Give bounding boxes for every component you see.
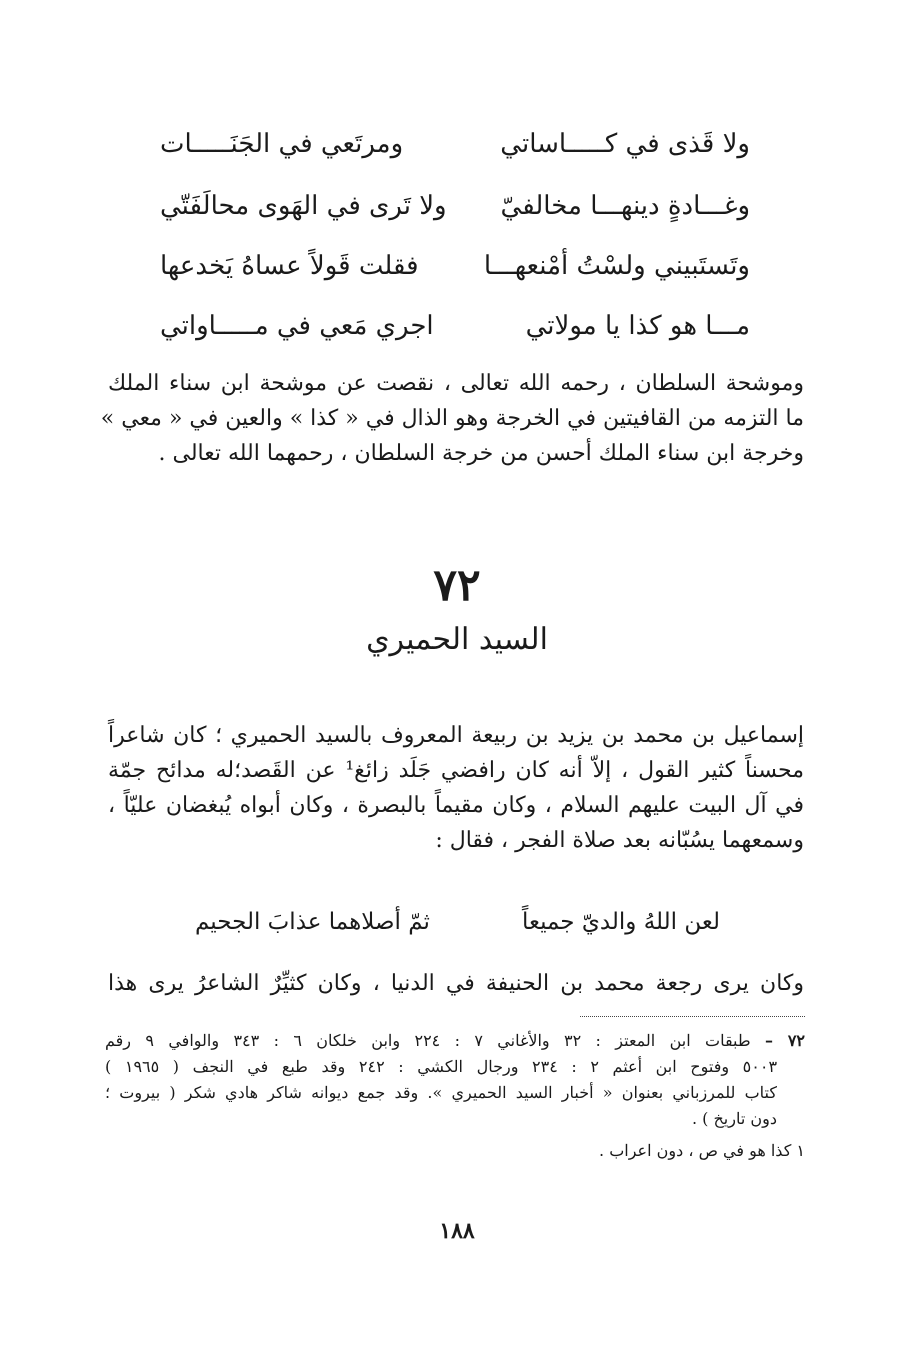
verse-hemistich-left: فقلت قَولاً عساهُ يَخدعها bbox=[160, 251, 419, 281]
verse-hemistich-right: وتَستَبيني ولسْتُ أمْنعهـــا bbox=[483, 251, 750, 281]
biography-paragraph bbox=[108, 718, 804, 858]
verse-line-1 bbox=[160, 124, 750, 164]
verse-hemistich-right: مـــا هو كذا يا مولاتي bbox=[525, 311, 750, 341]
verse-line-4 bbox=[160, 306, 750, 346]
verse-line-2 bbox=[160, 186, 750, 226]
verse-hemistich-right: لعن اللهُ والديّ جميعاً bbox=[521, 909, 720, 935]
footnote-1: ١ كذا هو في ص ، دون اعراب . bbox=[599, 1141, 805, 1160]
verse-hemistich-left: ولا تَرى في الهَوى محالَفَتّي bbox=[160, 191, 447, 221]
footnote-72-line: ٥٠٠٣ وفتوح ابن أعثم ٢ : ٢٣٤ ورجال الكشي : ٢٤٢ وقد طبع في النجف ( ١٩٦٥ ) bbox=[105, 1057, 778, 1076]
paragraph-line: وسمعهما يسُبّانه بعد صلاة الفجر ، فقال : bbox=[435, 828, 804, 853]
verse-hemistich-left: اجري مَعي في مـــــاواتي bbox=[160, 311, 434, 341]
verse-line-3 bbox=[160, 246, 750, 286]
page-number: ١٨٨ bbox=[439, 1218, 475, 1244]
footnote-72-line: كتاب للمرزباني بعنوان « أخبار السيد الحميري ». وقد جمع ديوانه شاكر هادي شكر ( بيروت ؛ bbox=[105, 1083, 777, 1102]
continuation-paragraph bbox=[108, 966, 804, 1001]
verse-hemistich-right: وغـــادةٍ دينهـــا مخالفيّ bbox=[500, 191, 750, 221]
footnote-72-line: دون تاريخ ) . bbox=[691, 1109, 777, 1128]
paragraph-line: محسناً كثير القول ، إلاّ أنه كان رافضي جَلَد زائغ¹ عن القَصد؛له مدائح جمّة bbox=[108, 758, 804, 783]
commentary-paragraph bbox=[100, 366, 804, 471]
footnote-72-line bbox=[105, 1028, 805, 1054]
verse-hemistich-left: ومرتَعي في الجَنَـــــات bbox=[160, 129, 404, 159]
footnotes bbox=[105, 1028, 805, 1164]
footnote-72-label: ٧٢ – bbox=[764, 1031, 806, 1050]
quoted-verse bbox=[195, 902, 720, 942]
verse-hemistich-left: ثمّ أصلاهما عذابَ الجحيم bbox=[195, 909, 430, 935]
paragraph-line: ما التزمه من القافيتين في الخرجة وهو الذال في « كذا » والعين في « معي » bbox=[100, 406, 804, 431]
chapter-title: السيد الحميري bbox=[366, 622, 548, 657]
paragraph-line: وخرجة ابن سناء الملك أحسن من خرجة السلطان ، رحمهما الله تعالى . bbox=[158, 441, 804, 466]
paragraph-line: وكان يرى رجعة محمد بن الحنيفة في الدنيا ، وكان كثيِّرٌ الشاعرُ يرى هذا bbox=[108, 971, 804, 996]
paragraph-line: إسماعيل بن محمد بن يزيد بن ربيعة المعروف بالسيد الحميري ؛ كان شاعراً bbox=[108, 723, 804, 748]
footnote-divider bbox=[580, 1016, 805, 1017]
paragraph-line: في آل البيت عليهم السلام ، وكان مقيماً بالبصرة ، وكان أبواه يُبغضان عليّاً ، bbox=[108, 793, 804, 818]
verse-hemistich-right: ولا قَذى في كـــــاساتي bbox=[500, 129, 750, 159]
paragraph-line: وموشحة السلطان ، رحمه الله تعالى ، نقصت عن موشحة ابن سناء الملك bbox=[108, 371, 804, 396]
chapter-number: ٧٢ bbox=[433, 560, 481, 611]
footnote-72-text: طبقات ابن المعتز : ٣٢ والأغاني ٧ : ٢٢٤ وابن خلكان ٦ : ٣٤٣ والوافي ٩ رقم bbox=[105, 1031, 751, 1050]
